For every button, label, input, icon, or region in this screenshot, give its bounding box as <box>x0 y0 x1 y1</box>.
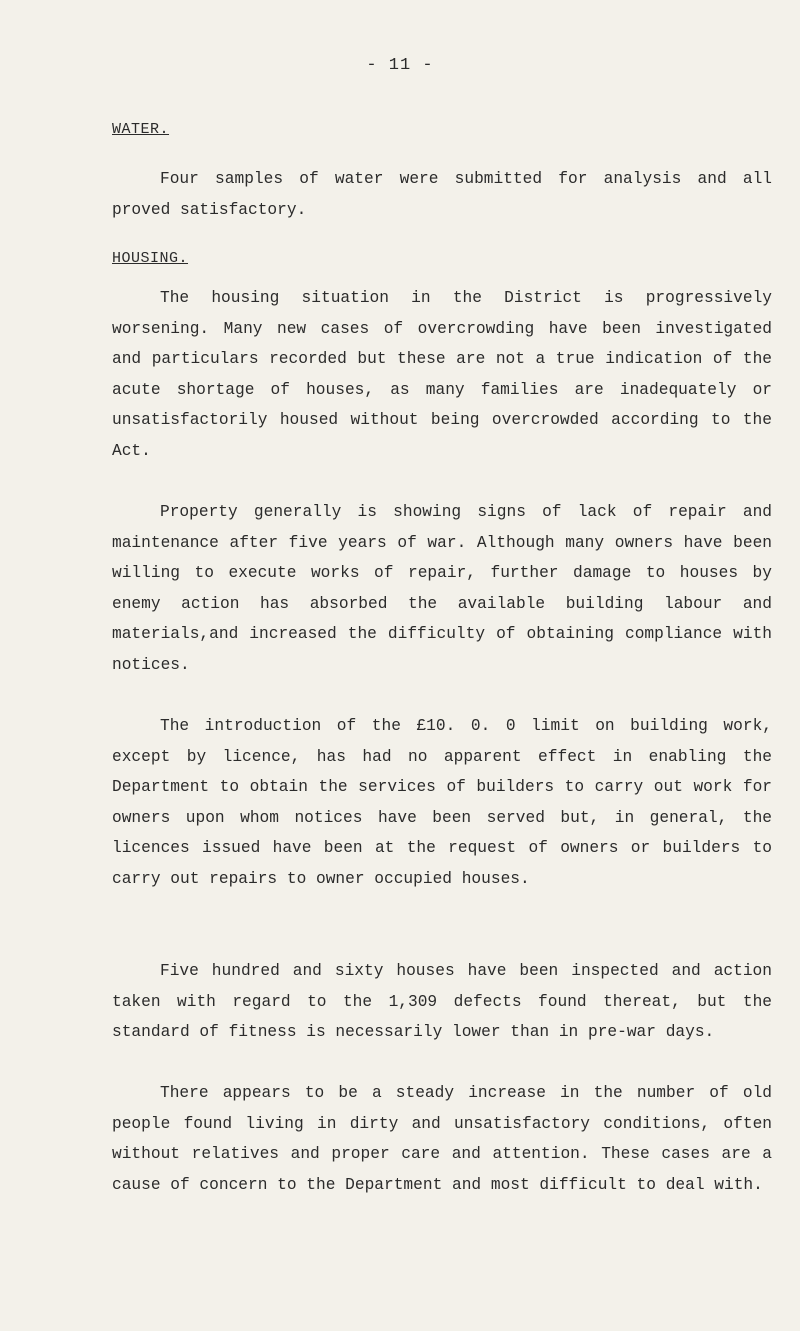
water-paragraph: Four samples of water were submitted for analysis and all proved satisfactory. <box>112 170 772 219</box>
housing-paragraph-3: The introduction of the £10. 0. 0 limit on building work, except by licence, has had no apparent effect in enabling the Department to obtain the services of builders to carry out work for owners upon whom notices have been served but, in general, the licences issued have been at the request of owners or builders to carry out repairs to owner occupied houses. <box>112 717 772 888</box>
housing-paragraph-4: Five hundred and sixty houses have been inspected and action taken with regard to the 1,309 defects found thereat, but the standard of fitness is necessarily lower than in pre-war days. <box>112 962 772 1042</box>
water-heading: WATER. <box>112 121 170 138</box>
housing-paragraph-1: The housing situation in the District is progressively worsening. Many new cases of overcrowding have been investigated and particulars recorded but these are not a true indication of the acute shortage of houses, as many families are inadequately or unsatisfactorily housed without being overcrowded according to the Act. <box>112 289 772 460</box>
housing-paragraph-2: Property generally is showing signs of lack of repair and maintenance after five years of war. Although many owners have been willing to execute works of repair, further damage to houses by enemy action has absorbed the available building labour and materials,and increased the difficulty of obtaining compliance with notices. <box>112 503 772 674</box>
housing-paragraph-5: There appears to be a steady increase in the number of old people found living in dirty and unsatisfactory conditions, often without relatives and proper care and attention. These cases are a cause of concern to the Department and most difficult to deal with. <box>112 1084 772 1194</box>
page-number: - 11 - <box>366 56 434 75</box>
housing-heading: HOUSING. <box>112 250 189 267</box>
